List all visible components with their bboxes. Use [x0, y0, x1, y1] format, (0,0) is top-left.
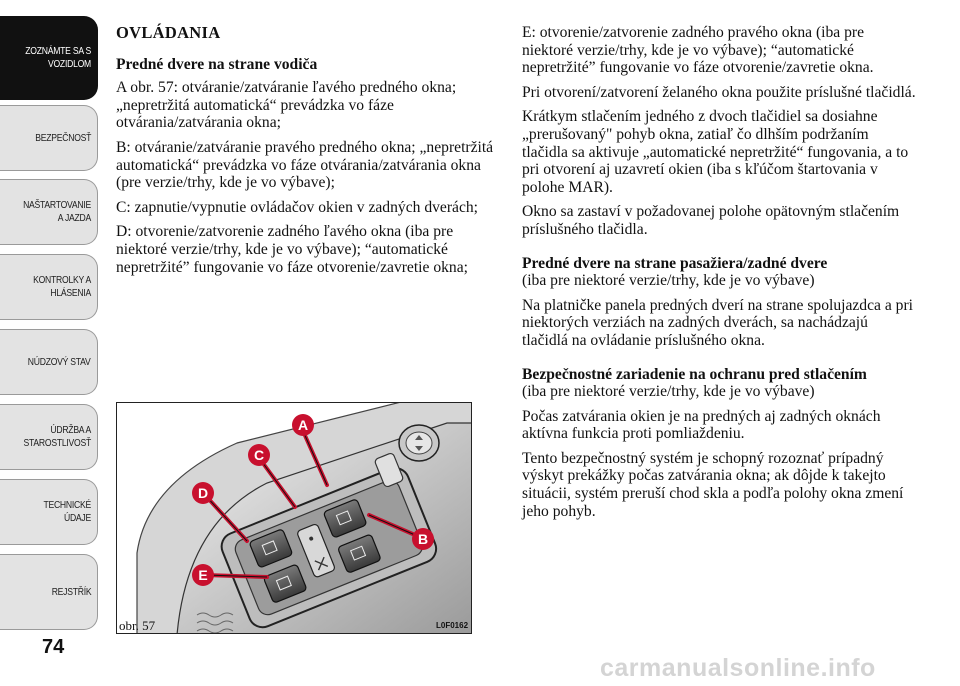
paragraph-anti-pinch-active: Počas zatvárania okien je na predných aj zadných oknách aktívna funkcia proti pomliaždeniu. [522, 407, 881, 443]
paragraph-passenger-note: (iba pre niektoré verzie/trhy, kde je vo výbave) [522, 272, 815, 290]
paragraph-e: E: otvorenie/zatvorenie zadného pravého okna (iba pre niektoré verzie/trhy, kde je vo výbave); “automatické nepretržité” fungovanie vo fáze otvorenie/zavretie okna. [522, 24, 874, 77]
paragraph-passenger-buttons: Na platničke panela predných dverí na strane spolujazdca a pri niektorých verziách na zadných dverách, sa nachádzajú tlačidlá na ovládanie príslušného okna. [522, 296, 913, 349]
callout-c-label: C [253, 447, 265, 463]
figure-window-controls [116, 402, 472, 634]
watermark: carmanualsonline.info [600, 654, 876, 682]
paragraph-anti-pinch-note: (iba pre niektoré verzie/trhy, kde je vo výbave) [522, 383, 815, 401]
subheading-driver-door: Predné dvere na strane vodiča [116, 55, 318, 73]
paragraph-anti-pinch-system: Tento bezpečnostný systém je schopný rozoznať prípadný výskyt prekážky počas zatvárania okna; ak dôjde k takejto situácii, systém preruší chod skla a podľa polohy okna zmení jeho pohyb. [522, 449, 904, 520]
paragraph-c: C: zapnutie/vypnutie ovládačov okien v zadných dverách; [116, 198, 478, 216]
paragraph-d: D: otvorenie/zatvorenie zadného ľavého okna (iba pre niektoré verzie/trhy, kde je vo výbave); “automatické nepretržité” fungovanie vo fáze otvorenie/zavretie okna; [116, 223, 468, 276]
tab-zoznamte-sa[interactable] [0, 16, 98, 100]
tab-label: TECHNICKÉ ÚDAJE [43, 499, 91, 524]
section-heading: OVLÁDANIA [116, 23, 221, 42]
right-column [522, 24, 917, 527]
callout-b-label: B [417, 531, 429, 547]
paragraph-usage: Pri otvorení/zatvorení želaného okna použite príslušné tlačidlá. [522, 83, 916, 101]
paragraph-stop: Okno sa zastaví v požadovanej polohe opätovným stlačením príslušného tlačidla. [522, 203, 900, 238]
tab-label: NÚDZOVÝ STAV [28, 355, 91, 368]
window-switch-illustration [117, 403, 472, 634]
callout-e-label: E [198, 567, 208, 583]
left-column [116, 24, 508, 283]
tab-label: KONTROLKY A HLÁSENIA [33, 274, 91, 299]
figure-code: L0F0162 [436, 621, 469, 630]
tab-rejstrik[interactable] [0, 554, 98, 630]
paragraph-a: A obr. 57: otváranie/zatváranie ľavého predného okna; „nepretržitá automatická“ prevádzka vo fáze otvárania/zatvárania okna; [116, 79, 457, 132]
tab-technicke-udaje[interactable] [0, 479, 98, 545]
page-number: 74 [42, 636, 65, 658]
callout-a-label: A [297, 417, 309, 433]
tab-bezpecnost[interactable] [0, 105, 98, 171]
paragraph-short-press: Krátkym stlačením jedného z dvoch tlačidiel sa dosiahne „prerušovaný" pohyb okna, zatiaľ čo dlhším podržaním tlačidla sa aktivuje „automatické nepretržité“ fungovania, a to pri otvorení aj uzavretí okien (iba s kľúčom štartovania v polohe MAR). [522, 108, 909, 196]
subheading-anti-pinch: Bezpečnostné zariadenie na ochranu pred stlačením [522, 365, 867, 383]
tab-label: BEZPEČNOSŤ [35, 131, 91, 144]
tab-label: NAŠTARTOVANIE A JAZDA [23, 199, 91, 224]
tab-nudzovy-stav[interactable] [0, 329, 98, 395]
chapter-tabs [0, 0, 100, 640]
paragraph-b: B: otváranie/zatváranie pravého predného okna; „nepretržitá automatická“ prevádzka vo fáze otvárania/zatvárania okna (pre verzie/trhy, kde je vo výbave); [116, 138, 494, 192]
tab-label: ÚDRŽBA A STAROSTLIVOSŤ [23, 424, 92, 449]
callout-d-label: D [197, 485, 209, 501]
tab-label: ZOZNÁMTE SA S VOZIDLOM [25, 45, 91, 70]
tab-kontrolky[interactable] [0, 254, 98, 320]
subheading-passenger-door: Predné dvere na strane pasažiera/zadné dvere [522, 254, 828, 272]
tab-nastartovanie[interactable] [0, 179, 98, 245]
tab-udrzba[interactable] [0, 404, 98, 470]
tab-label: REJSTŘÍK [51, 585, 91, 598]
figure-caption: obr. 57 [119, 618, 156, 633]
